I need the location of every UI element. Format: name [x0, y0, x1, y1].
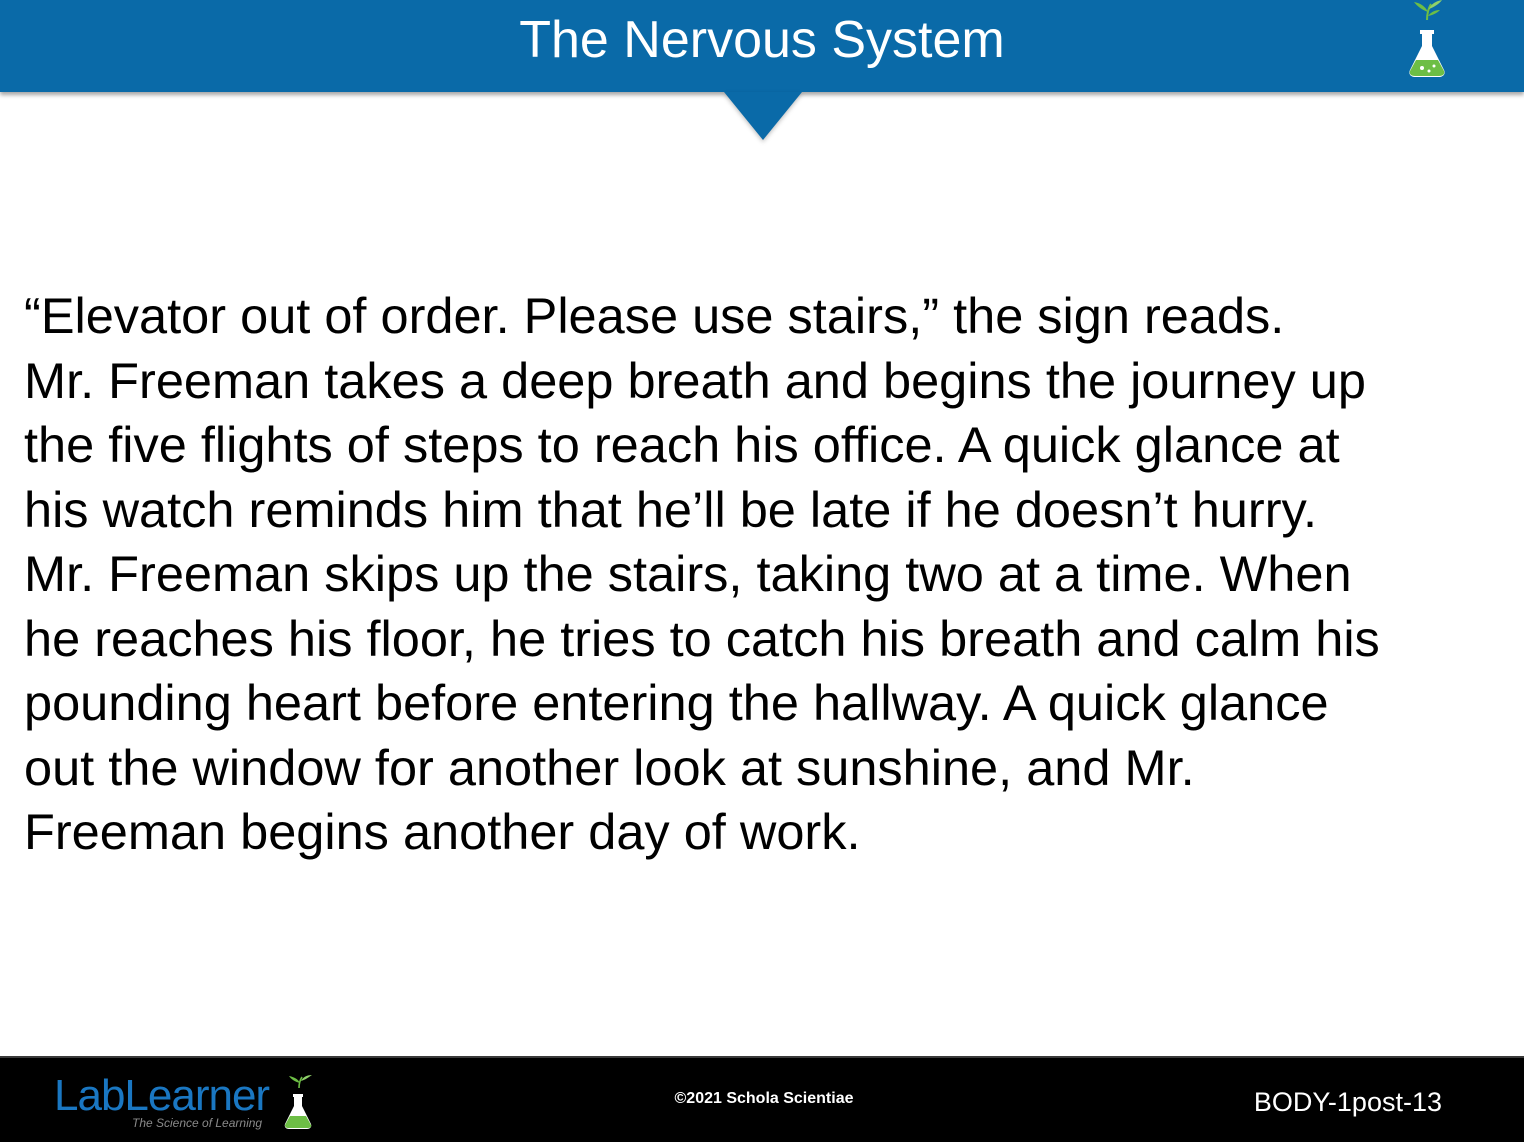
story-line: “Elevator out of order. Please use stairs,” the sign reads. — [24, 287, 1285, 344]
logo-tagline: The Science of Learning — [132, 1116, 263, 1130]
title-bar-pointer — [724, 92, 802, 140]
story-line: he reaches his floor, he tries to catch his breath and calm his — [24, 609, 1380, 667]
logo-wordmark: LabLearner — [54, 1071, 270, 1120]
copyright-notice: ©2021 Schola Scientiae — [674, 1090, 854, 1107]
story-paragraph — [24, 284, 1504, 865]
story-line: Freeman begins another day of work. — [24, 803, 861, 860]
story-line: Mr. Freeman takes a deep breath and begins the journey up — [24, 351, 1366, 409]
slide-code: BODY-1post-13 — [1253, 1087, 1442, 1117]
story-line: the five flights of steps to reach his office. A quick glance at — [24, 416, 1340, 473]
story-line: pounding heart before entering the hallway. A quick glance — [24, 674, 1329, 731]
story-line: Mr. Freeman skips up the stairs, taking two at a time. When — [24, 545, 1352, 602]
story-line: his watch reminds him that he’ll be late if he doesn’t hurry. — [24, 480, 1318, 538]
slide-title: The Nervous System — [519, 11, 1005, 69]
story-line: out the window for another look at sunshine, and Mr. — [24, 738, 1195, 796]
flask-sprout-icon — [1400, 0, 1452, 80]
title-bar — [0, 0, 1524, 92]
